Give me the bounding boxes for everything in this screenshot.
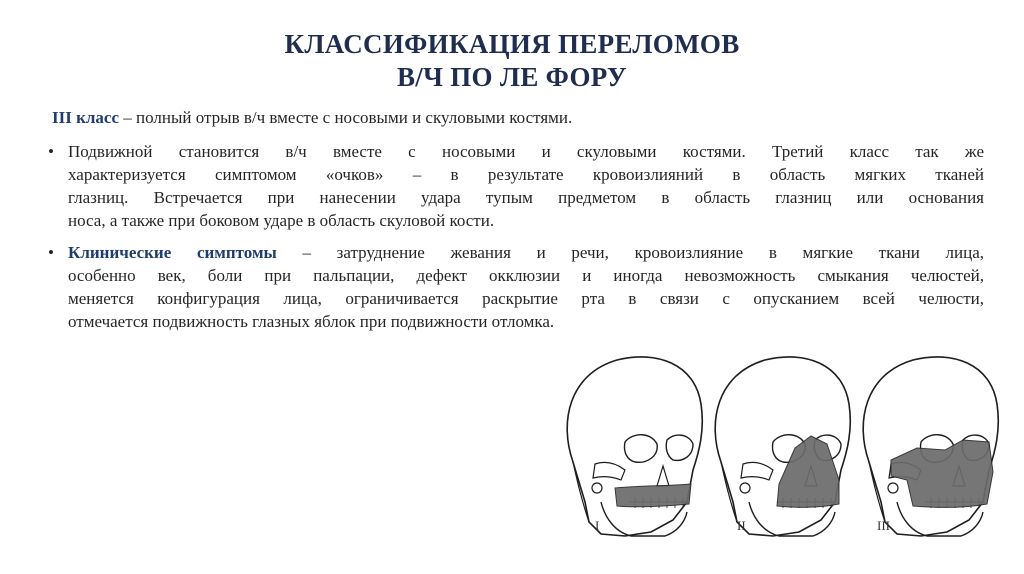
- bullet-marker: •: [48, 243, 54, 262]
- skull-figure-3: [863, 357, 998, 536]
- symptoms-label: Клинические симптомы: [68, 243, 277, 262]
- bullet-line: Подвижной становится в/ч вместе с носовыми и скуловыми костями. Третий класс так же: [68, 142, 984, 161]
- fracture-zone-1: [615, 484, 691, 507]
- bullet-line: особенно век, боли при пальпации, дефект окклюзии и иногда невозможность смыкания челюстей,: [68, 266, 984, 285]
- bullet-text: [68, 140, 984, 232]
- bullet-marker: •: [48, 142, 54, 161]
- label-type-2: II: [737, 518, 746, 533]
- title-line-2: В/Ч ПО ЛЕ ФОРУ: [396, 62, 628, 92]
- slide-title: [0, 28, 1024, 94]
- bullet-line: отмечается подвижность глазных яблок при подвижности отломка.: [68, 312, 555, 331]
- bullet-text: [68, 241, 984, 333]
- bullet-line: характеризуется симптомом «очков» – в результате кровоизлияний в область мягких тканей: [68, 165, 984, 184]
- label-type-3: III: [877, 518, 890, 533]
- skull-figure-2: [715, 357, 850, 536]
- bullet-line: [68, 241, 984, 264]
- bullet-line: меняется конфигурация лица, ограничивается раскрытие рта в связи с опусканием всей челюсти,: [68, 289, 984, 308]
- symptoms-text: – затруднение жевания и речи, кровоизлияние в мягкие ткани лица,: [276, 243, 984, 262]
- skull-illustration: [555, 352, 1005, 557]
- bullet-line: глазниц. Встречается при нанесении удара тупым предметом в область глазниц или основания: [68, 188, 984, 207]
- lead-label: III класс: [52, 108, 120, 127]
- lead-text: – полный отрыв в/ч вместе с носовыми и скуловыми костями.: [119, 108, 573, 127]
- title-line-1: КЛАССИФИКАЦИЯ ПЕРЕЛОМОВ: [284, 29, 740, 59]
- skull-figure-1: [567, 357, 702, 536]
- lead-paragraph: [52, 106, 982, 129]
- bullet-line: носа, а также при боковом ударе в область скуловой кости.: [68, 211, 495, 230]
- label-type-1: I: [595, 518, 600, 533]
